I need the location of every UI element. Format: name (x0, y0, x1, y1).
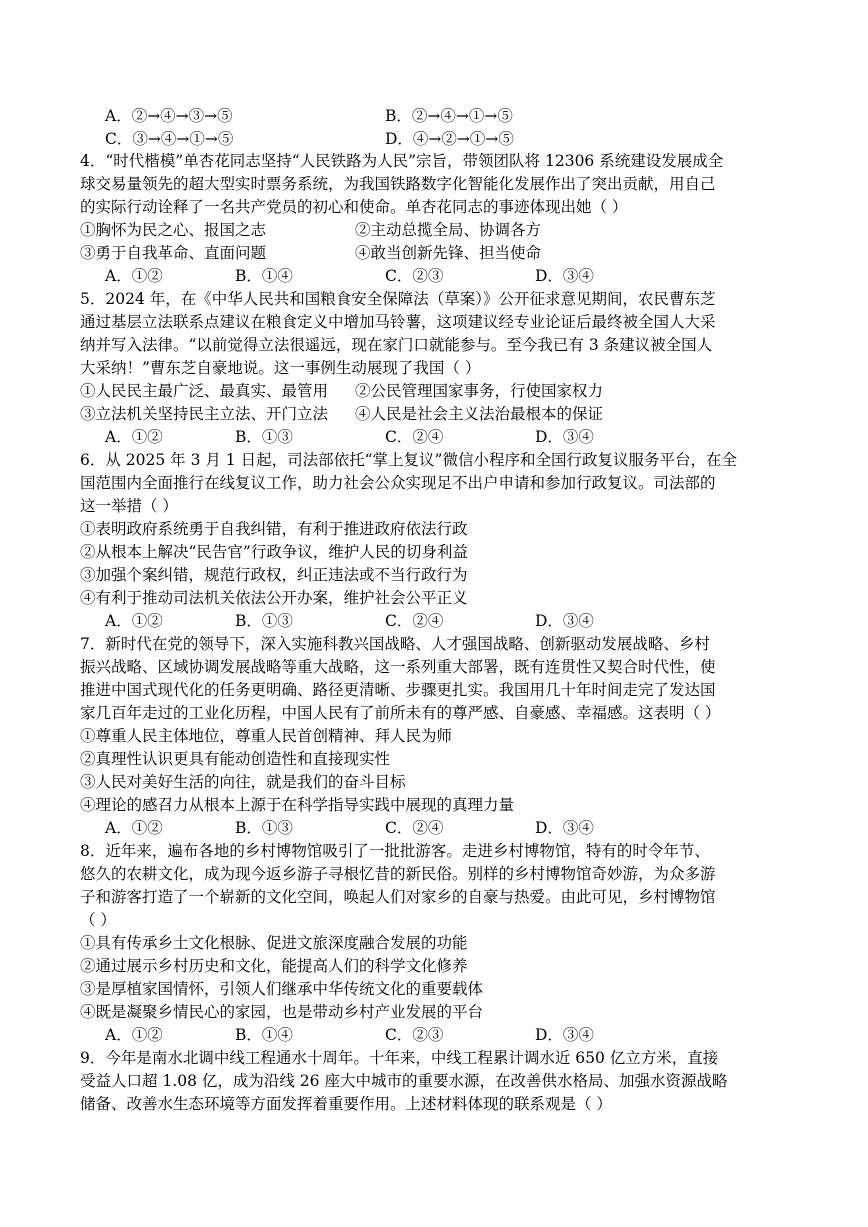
q5-statement-3: ③立法机关坚持民主立法、开门立法 (80, 405, 329, 423)
q3-option-c[interactable]: C．③→④→①→⑤ (105, 130, 234, 148)
q9-stem-line-3: 储备、改善水生态环境等方面发挥着重要作用。上述材料体现的联系观是（ ） (80, 1095, 612, 1113)
q8-stem-line-3: 子和游客打造了一个崭新的文化空间，唤起人们对家乡的自豪与热爱。由此可见，乡村博物馆 (80, 888, 716, 906)
q3-option-d[interactable]: D．④→②→①→⑤ (385, 130, 514, 148)
q8-stem-line-4: （ ） (80, 911, 116, 929)
q6-stem-line-1: 6．从 2025 年 3 月 1 日起，司法部依托“掌上复议”微信小程序和全国行政复议服务平台，在全 (80, 451, 737, 469)
q4-stem-line-1: 4．“时代楷模”单杏花同志坚持“人民铁路为人民”宗旨，带领团队将 12306 系统建设发展成全 (80, 152, 724, 170)
q4-statement-2: ②主动总揽全局、协调各方 (355, 221, 542, 239)
q5-stem-line-3: 纳并写入法律。“以前觉得立法很遥远，现在家门口就能参与。至今我已有 3 条建议被全国人 (80, 336, 713, 354)
q9-stem-line-1: 9．今年是南水北调中线工程通水十周年。十年来，中线工程累计调水近 650 亿立方米，直接 (80, 1049, 719, 1067)
q5-stem-line-4: 大采纳！”曹东芝自豪地说。这一事例生动展现了我国（ ） (80, 359, 481, 377)
q6-stem-line-2: 国范围内全面推行在线复议工作，助力社会公众实现足不出户申请和参加行政复议。司法部的 (80, 474, 716, 492)
q6-stem-line-3: 这一举措（ ） (80, 497, 178, 515)
q7-stem-line-2: 振兴战略、区域协调发展战略等重大战略，这一系列重大部署，既有连贯性又契合时代性，使 (80, 658, 716, 676)
q6-option-a[interactable]: A．①② (105, 612, 163, 630)
q5-option-d[interactable]: D．③④ (535, 428, 594, 446)
q8-stem-line-2: 悠久的农耕文化，成为现今返乡游子寻根忆昔的新民俗。别样的乡村博物馆奇妙游，为众多游 (80, 865, 716, 883)
q7-stem-line-1: 7．新时代在党的领导下，深入实施科教兴国战略、人才强国战略、创新驱动发展战略、乡村 (80, 635, 710, 653)
q4-option-a[interactable]: A．①② (105, 267, 163, 285)
q7-stem-line-4: 家几百年走过的工业化历程，中国人民有了前所未有的尊严感、自豪感、幸福感。这表明（ ） (80, 704, 721, 722)
q3-option-a[interactable]: A．②→④→③→⑤ (105, 107, 233, 125)
q4-statement-4: ④敢当创新先锋、担当使命 (355, 244, 542, 262)
q6-option-c[interactable]: C．②④ (385, 612, 444, 630)
q8-option-a[interactable]: A．①② (105, 1026, 163, 1044)
q7-statement-1: ①尊重人民主体地位，尊重人民首创精神、拜人民为师 (80, 727, 453, 745)
q7-statement-2: ②真理性认识更具有能动创造性和直接现实性 (80, 750, 391, 768)
q4-option-c[interactable]: C．②③ (385, 267, 444, 285)
q5-statement-4: ④人民是社会主义法治最根本的保证 (355, 405, 604, 423)
q6-statement-2: ②从根本上解决“民告官”行政争议，维护人民的切身利益 (80, 543, 468, 561)
q6-statement-4: ④有利于推动司法机关依法公开办案，维护社会公平正义 (80, 589, 468, 607)
q6-statement-1: ①表明政府系统勇于自我纠错，有利于推进政府依法行政 (80, 520, 468, 538)
q3-option-b[interactable]: B．②→④→①→⑤ (385, 107, 513, 125)
q7-stem-line-3: 推进中国式现代化的任务更明确、路径更清晰、步骤更扎实。我国用几十年时间走完了发达国 (80, 681, 716, 699)
q6-option-d[interactable]: D．③④ (535, 612, 594, 630)
q6-option-b[interactable]: B．①③ (235, 612, 293, 630)
q4-stem-line-2: 球交易量领先的超大型实时票务系统，为我国铁路数字化智能化发展作出了突出贡献，用自己 (80, 175, 716, 193)
q8-stem-line-1: 8．近年来，遍布各地的乡村博物馆吸引了一批批游客。走进乡村博物馆，特有的时令年节、 (80, 842, 710, 860)
q4-statement-1: ①胸怀为民之心、报国之志 (80, 221, 267, 239)
q7-option-d[interactable]: D．③④ (535, 819, 594, 837)
q8-option-b[interactable]: B．①④ (235, 1026, 293, 1044)
q5-option-c[interactable]: C．②④ (385, 428, 444, 446)
q4-option-d[interactable]: D．③④ (535, 267, 594, 285)
q5-stem-line-1: 5．2024 年，在《中华人民共和国粮食安全保障法（草案）》公开征求意见期间，农民曹东芝 (80, 290, 716, 308)
q8-statement-4: ④既是凝聚乡情民心的家园，也是带动乡村产业发展的平台 (80, 1003, 484, 1021)
q7-option-c[interactable]: C．②④ (385, 819, 444, 837)
q9-stem-line-2: 受益人口超 1.08 亿，成为沿线 26 座大中城市的重要水源，在改善供水格局、加强水资源战略 (80, 1072, 728, 1090)
q7-statement-4: ④理论的感召力从根本上源于在科学指导实践中展现的真理力量 (80, 796, 515, 814)
q4-option-b[interactable]: B．①④ (235, 267, 293, 285)
q6-statement-3: ③加强个案纠错，规范行政权，纠正违法或不当行政行为 (80, 566, 468, 584)
q8-option-c[interactable]: C．②③ (385, 1026, 444, 1044)
q7-option-b[interactable]: B．①③ (235, 819, 293, 837)
q5-option-b[interactable]: B．①③ (235, 428, 293, 446)
q7-option-a[interactable]: A．①② (105, 819, 163, 837)
q5-stem-line-2: 通过基层立法联系点建议在粮食定义中增加马铃薯，这项建议经专业论证后最终被全国人大采 (80, 313, 716, 331)
q5-statement-2: ②公民管理国家事务，行使国家权力 (355, 382, 604, 400)
q7-statement-3: ③人民对美好生活的向往，就是我们的奋斗目标 (80, 773, 406, 791)
q4-statement-3: ③勇于自我革命、直面问题 (80, 244, 267, 262)
q8-option-d[interactable]: D．③④ (535, 1026, 594, 1044)
q5-statement-1: ①人民民主最广泛、最真实、最管用 (80, 382, 329, 400)
q4-stem-line-3: 的实际行动诠释了一名共产党员的初心和使命。单杏花同志的事迹体现出她（ ） (80, 198, 628, 216)
q8-statement-2: ②通过展示乡村历史和文化，能提高人们的科学文化修养 (80, 957, 468, 975)
q8-statement-3: ③是厚植家国情怀，引领人们继承中华传统文化的重要载体 (80, 980, 484, 998)
q5-option-a[interactable]: A．①② (105, 428, 163, 446)
q8-statement-1: ①具有传承乡土文化根脉、促进文旅深度融合发展的功能 (80, 934, 468, 952)
